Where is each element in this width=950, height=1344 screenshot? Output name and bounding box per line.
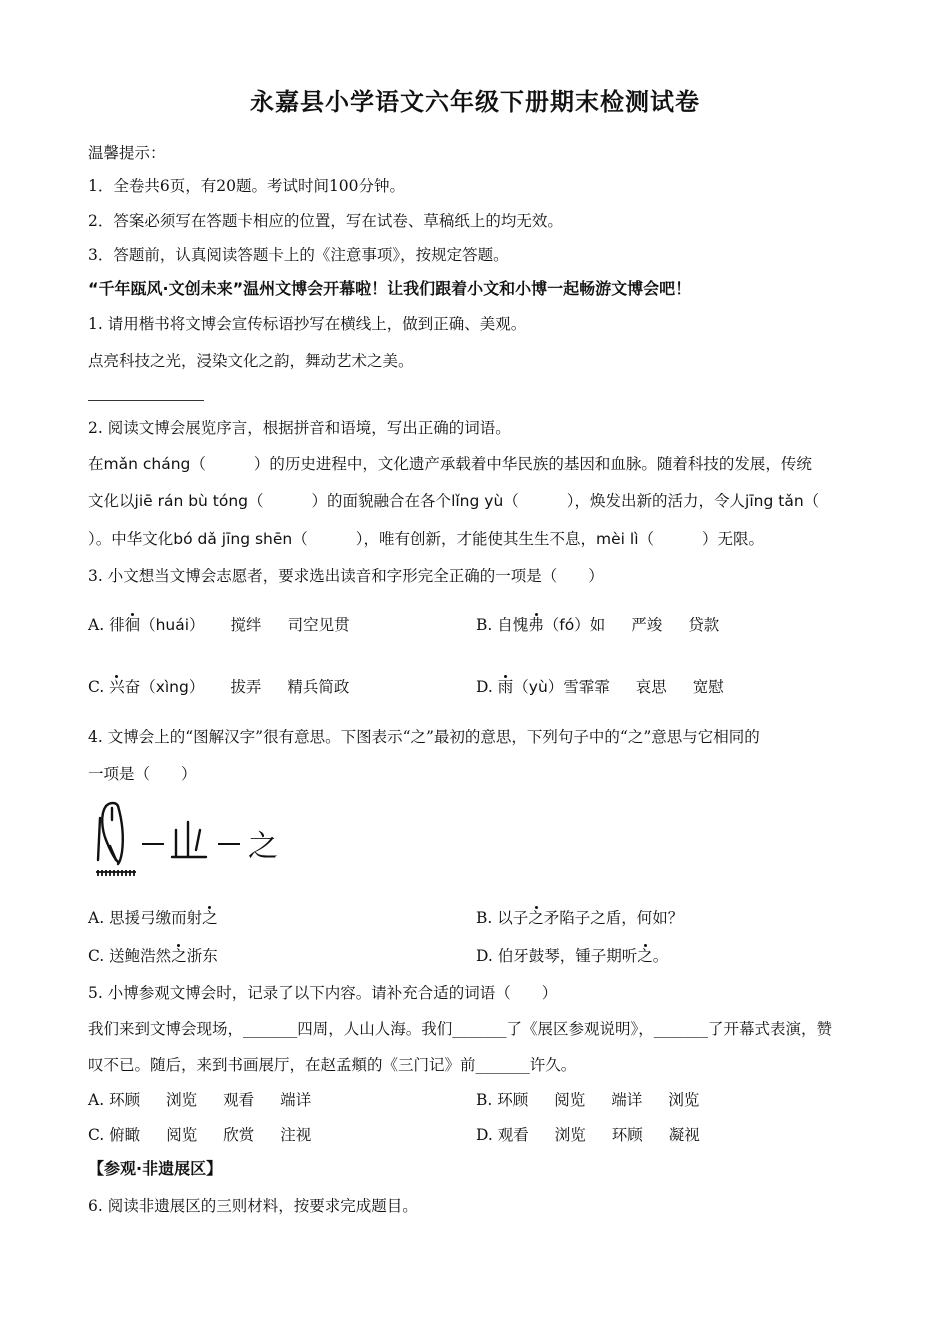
q3-stem: 3. 小文想当文博会志愿者，要求选出读音和字形完全正确的一项是（ ） (88, 567, 604, 585)
section-heading: 【参观·非遗展区】 (88, 1159, 223, 1178)
pinyin: lǐng yù (451, 492, 504, 510)
q1-stem: 1. 请用楷书将文博会宣传标语抄写在横线上，做到正确、美观。 (88, 315, 527, 333)
intro-banner: “千年瓯风·文创未来”温州文博会开幕啦！让我们跟着小文和小博一起畅游文博会吧！ (88, 279, 692, 298)
pinyin: jiē rán bù tóng (134, 492, 249, 510)
q6-stem: 6. 阅读非遗展区的三则材料，按要求完成题目。 (88, 1197, 418, 1215)
pinyin: mèi lì (596, 530, 639, 548)
q1-answer-line[interactable] (88, 400, 204, 401)
q3-option-d[interactable]: D. 雨（yù）雪霏霏 哀思 宽慰 (476, 678, 724, 696)
zhi-evolution-figure (92, 800, 292, 882)
q4-stem: 4. 文博会上的“图解汉字”很有意思。下图表示“之”最初的意思，下列句子中的“之”意思与它相同的 (88, 728, 760, 746)
modern-zhi-char: 之 (248, 829, 278, 864)
tips-heading: 温馨提示： (88, 144, 166, 162)
q3-option-b[interactable]: B. 自愧弗（fó）如 严竣 贷款 (476, 616, 720, 634)
q5-option-b[interactable]: B. 环顾 阅览 端详 浏览 (476, 1091, 700, 1109)
q5-option-d[interactable]: D. 观看 浏览 环顾 凝视 (476, 1126, 700, 1144)
q3-option-c[interactable]: C. 兴奋（xìng） 拔弄 精兵简政 (88, 678, 350, 696)
q1-slogan: 点亮科技之光，浸染文化之韵，舞动艺术之美。 (88, 352, 414, 370)
q2-line-3: ）。中华文化bó dǎ jīng shēn（ ），唯有创新，才能使其生生不息，mèi lì（ ）无限。 (88, 530, 765, 548)
pinyin: bó dǎ jīng shēn (173, 530, 293, 548)
q5-option-a[interactable]: A. 环顾 浏览 观看 端详 (88, 1091, 312, 1109)
q5-passage-line-1: 我们来到文博会现场，_______四周，人山人海。我们_______了《展区参观说明》，_______了开幕式表演，赞 (88, 1020, 833, 1038)
q5-stem: 5. 小博参观文博会时，记录了以下内容。请补充合适的词语（ ） (88, 984, 558, 1002)
q2-line-2: 文化以jiē rán bù tóng（ ）的面貌融合在各个lǐng yù（ ），焕发出新的活力，令人jīng tǎn（ (88, 492, 820, 510)
q4-stem-cont: 一项是（ ） (88, 765, 197, 783)
q2-line-1: 在mǎn cháng（ ）的历史进程中，文化遗产承载着中华民族的基因和血脉。随着科技的发展，传统 (88, 455, 812, 473)
exam-title: 永嘉县小学语文六年级下册期末检测试卷 (250, 88, 700, 116)
q4-option-b[interactable]: B. 以子之矛陷子之盾，何如？ (476, 909, 684, 927)
seal-script-zhi-icon (172, 822, 206, 857)
ground-hatch-icon (96, 870, 136, 876)
q3-option-a[interactable]: A. 徘徊（huái） 搅绊 司空见贯 (88, 616, 350, 634)
pinyin: mǎn cháng (103, 455, 191, 473)
q5-option-c[interactable]: C. 俯瞰 阅览 欣赏 注视 (88, 1126, 312, 1144)
foot-glyph-icon (98, 803, 123, 864)
q4-option-c[interactable]: C. 送鲍浩然之浙东 (88, 947, 218, 965)
tip-item: 1．全卷共6页，有20题。考试时间100分钟。 (88, 177, 406, 195)
tip-item: 2．答案必须写在答题卡相应的位置，写在试卷、草稿纸上的均无效。 (88, 212, 563, 230)
q5-passage-line-2: 叹不已。随后，来到书画展厅，在赵孟頫的《三门记》前_______许久。 (88, 1056, 577, 1074)
q2-stem: 2. 阅读文博会展览序言，根据拼音和语境，写出正确的词语。 (88, 419, 511, 437)
pinyin: jīng tǎn (745, 492, 804, 510)
q4-option-d[interactable]: D. 伯牙鼓琴，锺子期听之。 (476, 947, 669, 965)
q4-option-a[interactable]: A. 思援弓缴而射之 (88, 909, 218, 927)
tip-item: 3．答题前，认真阅读答题卡上的《注意事项》，按规定答题。 (88, 246, 509, 264)
